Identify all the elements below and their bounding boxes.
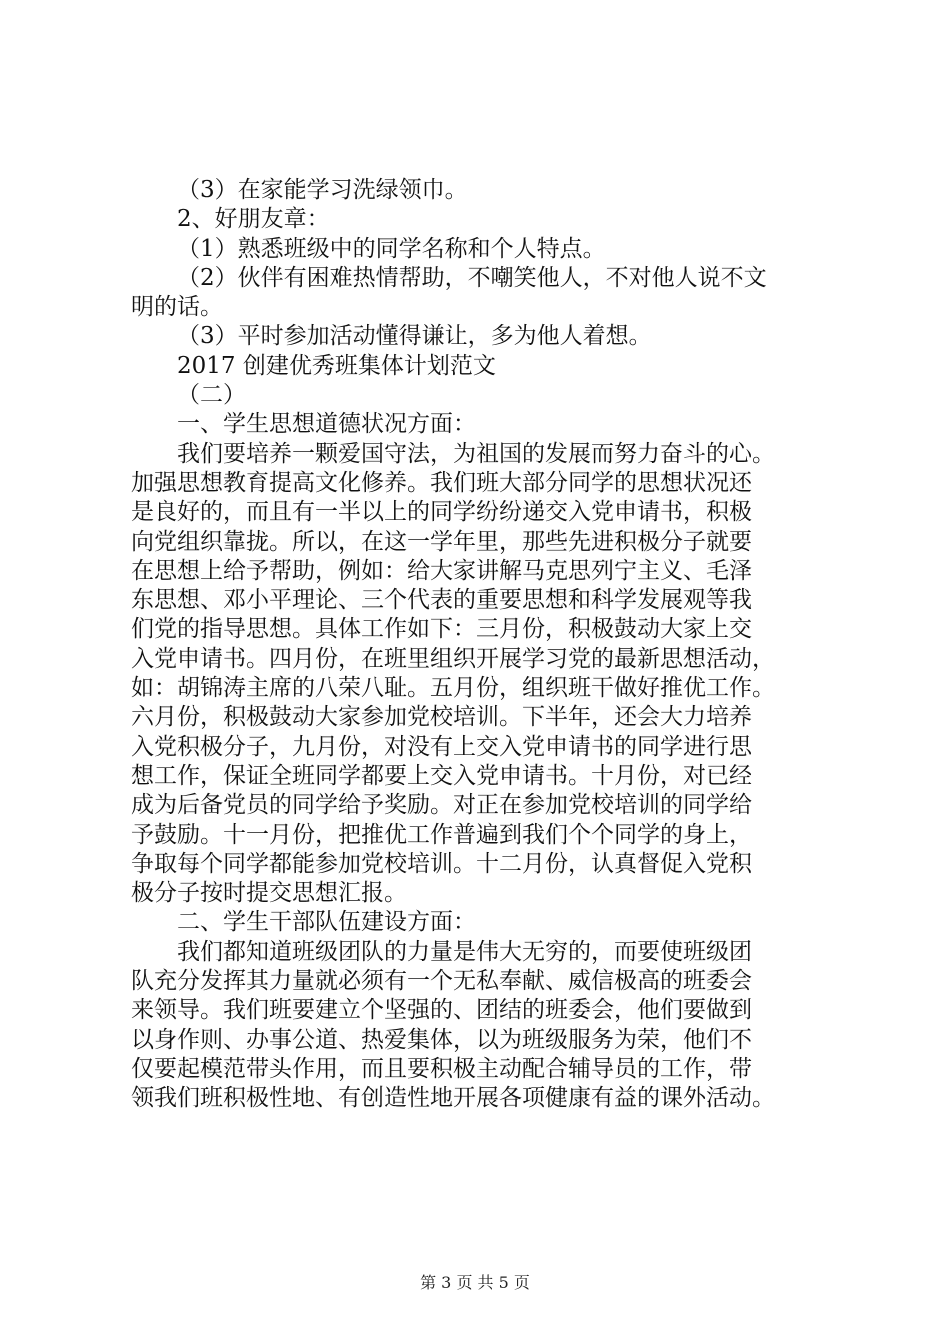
section-title: 2017 创建优秀班集体计划范文 [177,352,496,379]
text-line: 队充分发挥其力量就必须有一个无私奉献、威信极高的班委会 [131,968,752,995]
text-line: （1）熟悉班级中的同学名称和个人特点。 [177,235,606,262]
text-line: 在思想上给予帮助，例如：给大家讲解马克思列宁主义、毛泽 [131,557,752,584]
text-line: 我们都知道班级团队的力量是伟大无穷的，而要使班级团 [177,938,752,965]
text-line: 想工作，保证全班同学都要上交入党申请书。十月份，对已经 [131,762,752,789]
text-line: 仅要起模范带头作用，而且要积极主动配合辅导员的工作，带 [131,1055,752,1082]
text-line: 如：胡锦涛主席的八荣八耻。五月份，组织班干做好推优工作。 [131,675,775,702]
page-footer [0,1270,950,1293]
text-line: 东思想、邓小平理论、三个代表的重要思想和科学发展观等我 [131,587,752,614]
text-line: 们党的指导思想。具体工作如下：三月份，积极鼓动大家上交 [131,616,752,643]
text-line: 来领导。我们班要建立个坚强的、团结的班委会，他们要做到 [131,997,752,1024]
text-line: 领我们班积极性地、有创造性地开展各项健康有益的课外活动。 [131,1085,775,1112]
text-line: 予鼓励。十一月份，把推优工作普遍到我们个个同学的身上， [131,821,752,848]
text-line: 2、好朋友章： [177,206,330,233]
text-line: （二） [177,382,246,409]
text-line: 明的话。 [131,294,223,321]
page-number: 第 3 页 共 5 页 [420,1273,530,1292]
text-line: （3）平时参加活动懂得谦让，多为他人着想。 [177,323,652,350]
section-heading: 二、学生干部队伍建设方面： [177,909,476,936]
text-line: 争取每个同学都能参加党校培训。十二月份，认真督促入党积 [131,850,752,877]
text-line: 六月份，积极鼓动大家参加党校培训。下半年，还会大力培养 [131,704,752,731]
text-line: （2）伙伴有困难热情帮助，不嘲笑他人，不对他人说不文 [177,264,767,291]
text-line: （3）在家能学习洗绿领巾。 [177,177,468,203]
document-body [131,176,843,1114]
text-line: 成为后备党员的同学给予奖励。对正在参加党校培训的同学给 [131,792,752,819]
section-heading: 一、学生思想道德状况方面： [177,411,476,438]
text-line: 加强思想教育提高文化修养。我们班大部分同学的思想状况还 [131,469,752,496]
text-line: 我们要培养一颗爱国守法，为祖国的发展而努力奋斗的心。 [177,440,775,467]
text-line: 入党申请书。四月份，在班里组织开展学习党的最新思想活动， [131,645,775,672]
text-line: 极分子按时提交思想汇报。 [131,880,407,907]
text-line: 向党组织靠拢。所以，在这一学年里，那些先进积极分子就要 [131,528,752,555]
text-line: 入党积极分子，九月份，对没有上交入党申请书的同学进行思 [131,733,752,760]
text-line: 是良好的，而且有一半以上的同学纷纷递交入党申请书，积极 [131,499,752,526]
text-line: 以身作则、办事公道、热爱集体，以为班级服务为荣，他们不 [131,1026,752,1053]
